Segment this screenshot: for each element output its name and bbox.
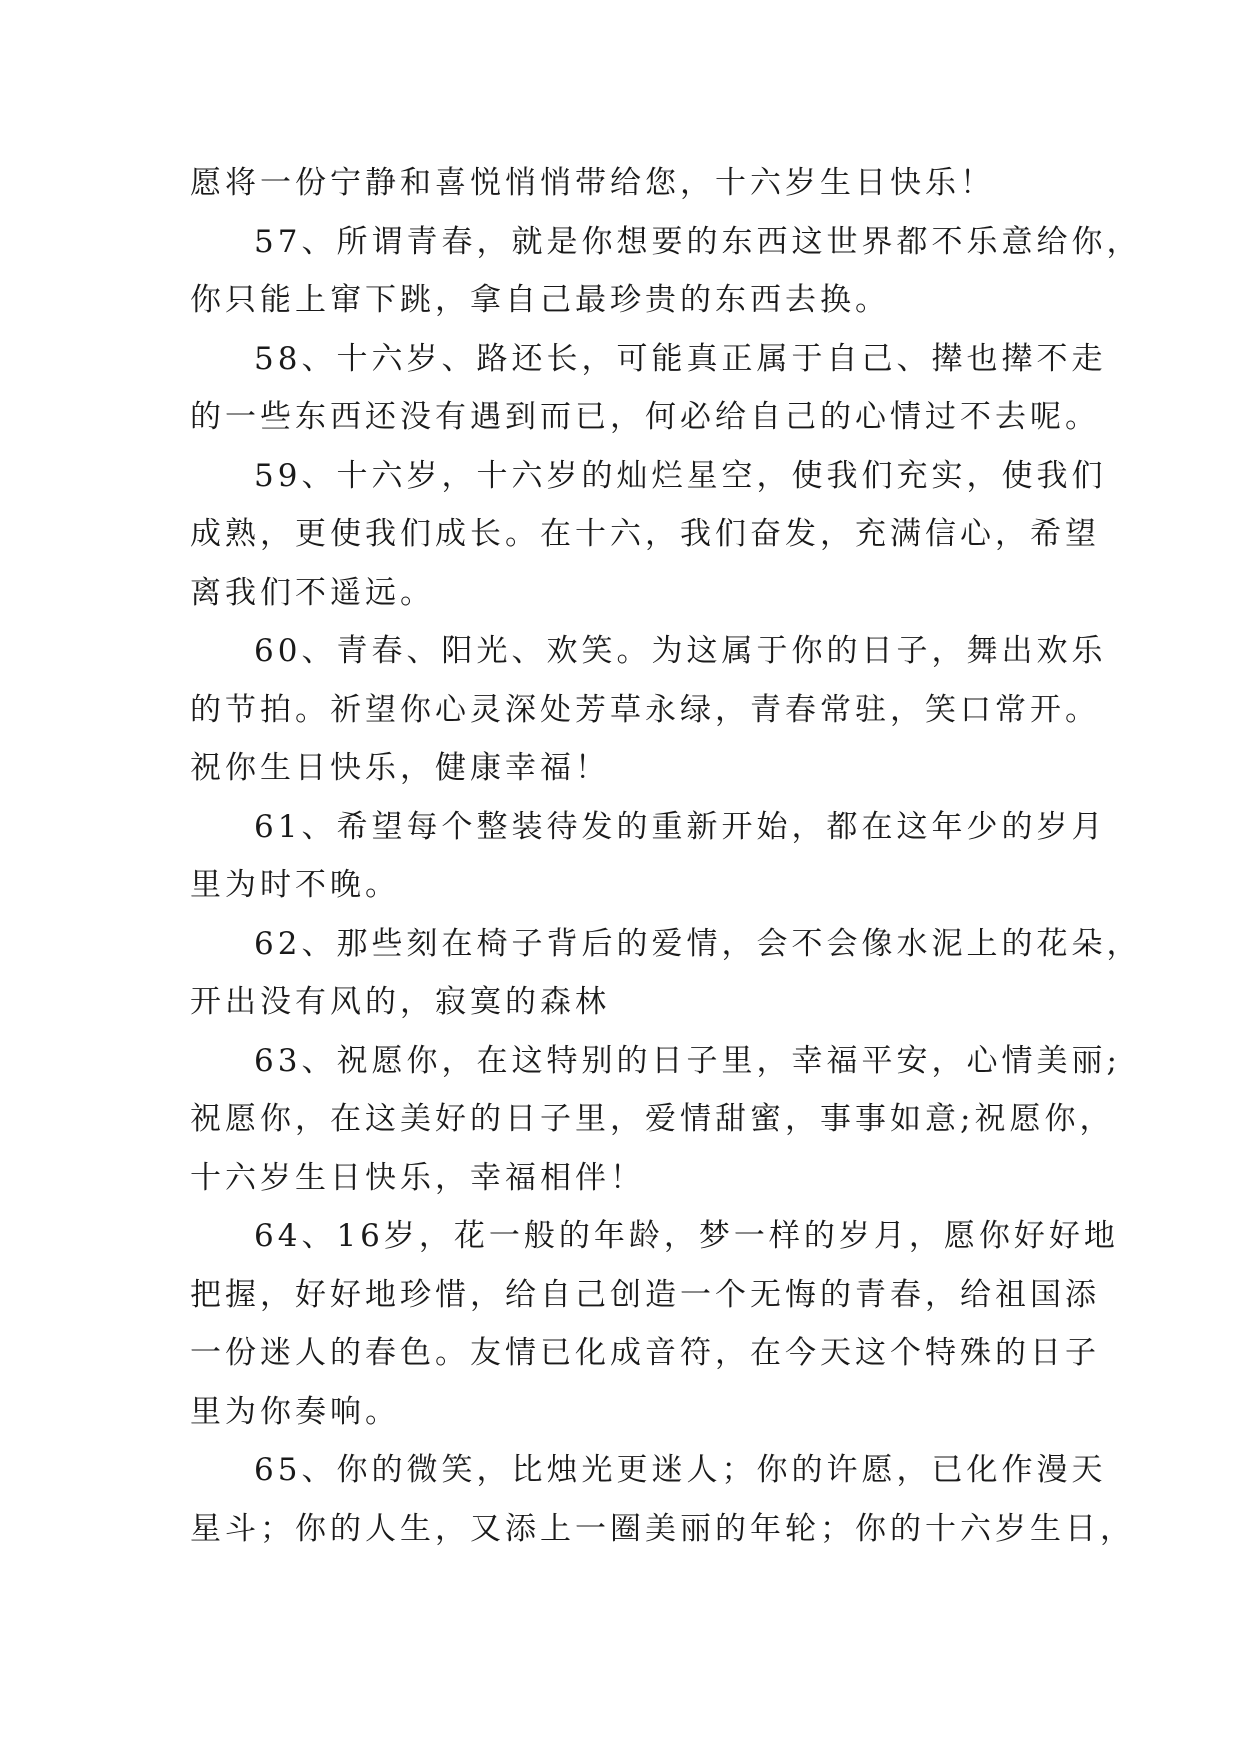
text-line: 你只能上窜下跳，拿自己最珍贵的东西去换。 bbox=[190, 282, 890, 318]
text-line: 64、16岁，花一般的年龄，梦一样的岁月，愿你好好地 bbox=[254, 1218, 1119, 1254]
text-line: 62、那些刻在椅子背后的爱情，会不会像水泥上的花朵， bbox=[254, 925, 1142, 962]
text-line: 59、十六岁，十六岁的灿烂星空，使我们充实，使我们 bbox=[254, 457, 1107, 494]
text-line: 65、你的微笑，比烛光更迷人；你的许愿，已化作漫天 bbox=[254, 1452, 1107, 1488]
text-line: 里为你奏响。 bbox=[190, 1393, 400, 1430]
text-line: 63、祝愿你，在这特别的日子里，幸福平安，心情美丽; bbox=[254, 1042, 1121, 1079]
text-line: 十六岁生日快乐，幸福相伴！ bbox=[190, 1159, 645, 1196]
text-line: 离我们不遥远。 bbox=[190, 574, 435, 611]
text-line: 里为时不晚。 bbox=[190, 867, 400, 903]
text-line: 一份迷人的春色。友情已化成音符，在今天这个特殊的日子 bbox=[190, 1335, 1100, 1371]
text-line: 的节拍。祈望你心灵深处芳草永绿，青春常驻，笑口常开。 bbox=[190, 691, 1100, 728]
text-line: 61、希望每个整装待发的重新开始，都在这年少的岁月 bbox=[254, 808, 1107, 845]
text-line: 58、十六岁、路还长，可能真正属于自己、撵也撵不走 bbox=[254, 340, 1107, 377]
text-line: 开出没有风的，寂寞的森林 bbox=[190, 984, 610, 1020]
text-line: 把握，好好地珍惜，给自己创造一个无悔的青春，给祖国添 bbox=[190, 1276, 1100, 1313]
text-line: 的一些东西还没有遇到而已，何必给自己的心情过不去呢。 bbox=[190, 399, 1100, 435]
document-body bbox=[190, 154, 1142, 1558]
text-line: 祝你生日快乐，健康幸福！ bbox=[190, 750, 610, 786]
text-line: 57、所谓青春，就是你想要的东西这世界都不乐意给你， bbox=[254, 223, 1142, 260]
text-line: 愿将一份宁静和喜悦悄悄带给您，十六岁生日快乐！ bbox=[190, 165, 995, 201]
text-line: 60、青春、阳光、欢笑。为这属于你的日子，舞出欢乐 bbox=[254, 633, 1107, 669]
text-line: 成熟，更使我们成长。在十六，我们奋发，充满信心，希望 bbox=[190, 516, 1100, 552]
text-line: 星斗；你的人生，又添上一圈美丽的年轮；你的十六岁生日， bbox=[190, 1510, 1135, 1547]
text-line: 祝愿你，在这美好的日子里，爱情甜蜜，事事如意;祝愿你， bbox=[190, 1101, 1115, 1137]
